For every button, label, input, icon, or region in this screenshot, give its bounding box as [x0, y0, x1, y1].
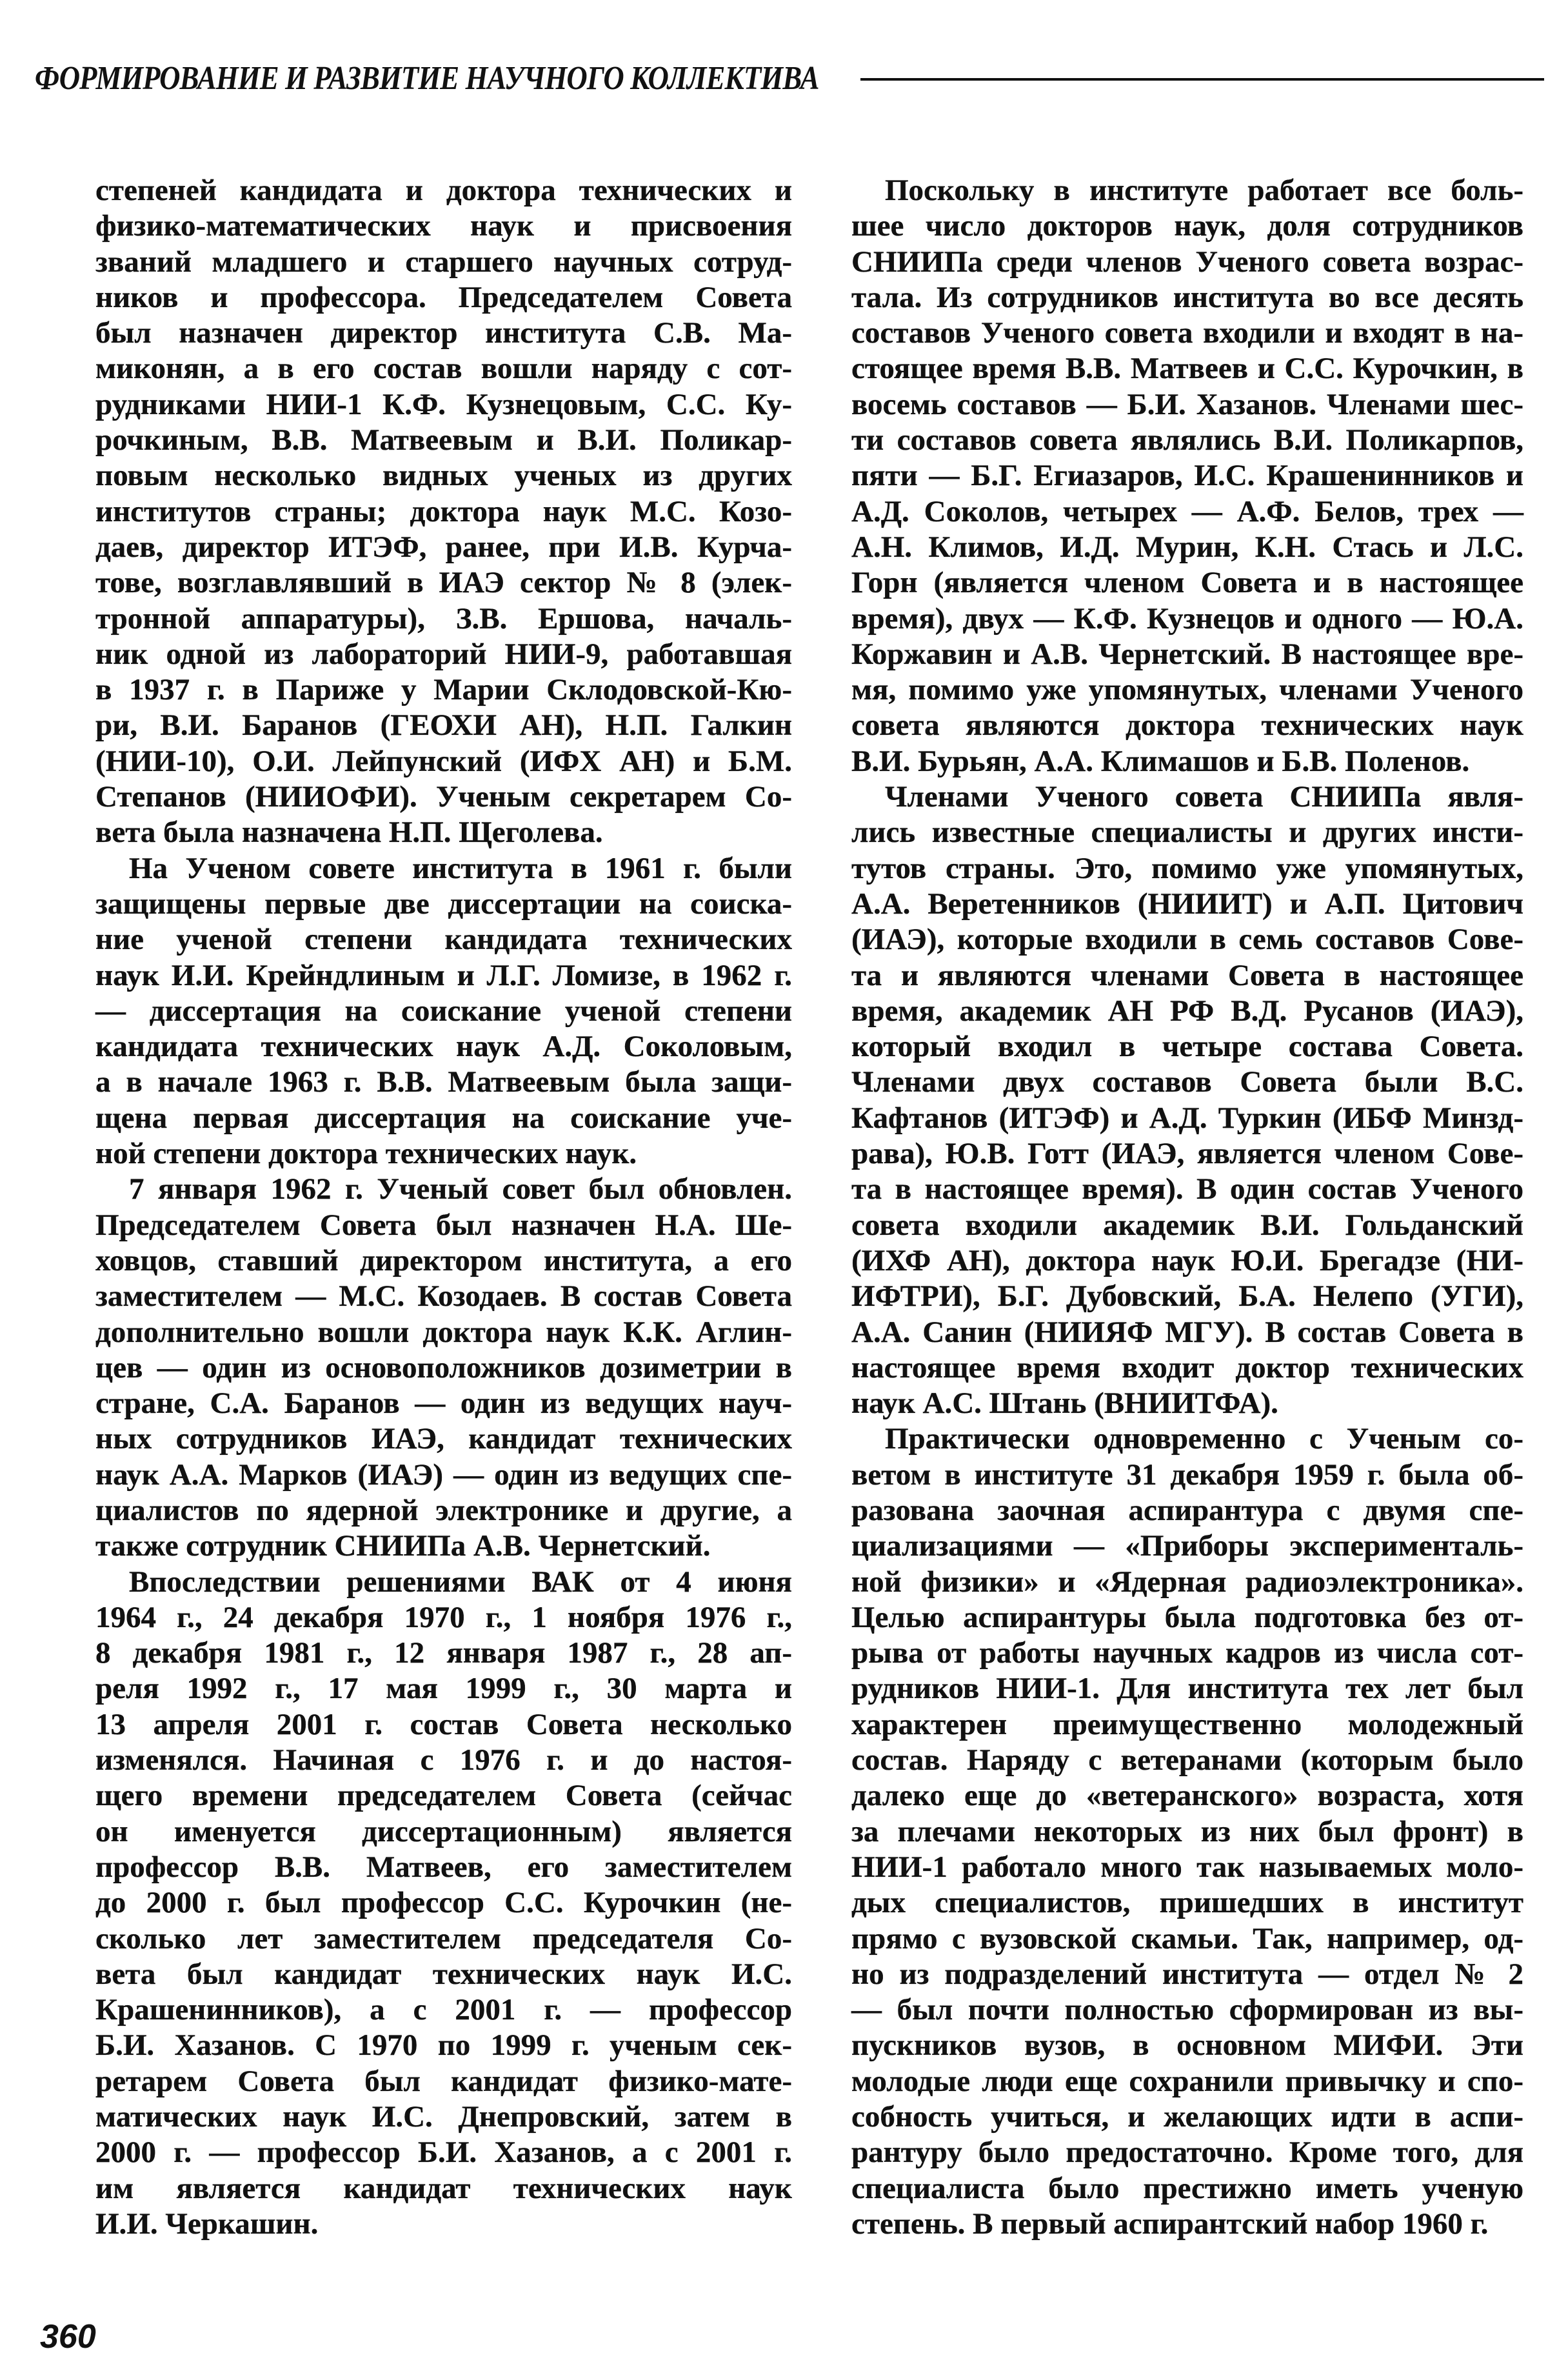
text-line: Членами Ученого совета СНИИПа явля- — [885, 780, 1523, 814]
left-column — [95, 173, 792, 2242]
text-line: А.Н. Климов, И.Д. Мурин, К.Н. Стась и Л.С. — [851, 530, 1523, 564]
text-line: рыва от работы научных кадров из числа сот- — [851, 1636, 1523, 1670]
running-title: ФОРМИРОВАНИЕ И РАЗВИТИЕ НАУЧНОГО КОЛЛЕКТИВА — [35, 60, 819, 97]
text-line: (ИАЭ), которые входили в семь составов Сове- — [851, 923, 1523, 957]
text-line: рава), Ю.В. Готт (ИАЭ, является членом Сове- — [851, 1137, 1523, 1171]
text-line: наук И.И. Крейндлиным и Л.Г. Ломизе, в 1962 г. — [95, 958, 792, 992]
text-line: ников и профессора. Председателем Совета — [95, 280, 792, 314]
text-line: наук А.С. Штань (ВНИИТФА). — [851, 1386, 1278, 1421]
text-line: профессор В.В. Матвеев, его заместителем — [95, 1850, 792, 1884]
text-line: щена первая диссертация на соискание уче- — [95, 1101, 792, 1135]
text-line: 7 января 1962 г. Ученый совет был обновлен. — [129, 1172, 792, 1206]
text-line: молодые люди еще сохранили привычку и спо- — [851, 2064, 1523, 2098]
text-line: А.Д. Соколов, четырех — А.Ф. Белов, трех — — [851, 494, 1523, 528]
text-line: (ИХФ АН), доктора наук Ю.И. Брегадзе (НИ- — [851, 1243, 1523, 1277]
text-line: рочкиным, В.В. Матвеевым и В.И. Поликар- — [95, 423, 792, 457]
text-line: собность учиться, и желающих идти в аспи- — [851, 2100, 1523, 2134]
text-line: сколько лет заместителем председателя Со- — [95, 1921, 792, 1955]
text-line: наук А.А. Марков (ИАЭ) — один из ведущих спе- — [95, 1457, 792, 1492]
text-line: до 2000 г. был профессор С.С. Курочкин (не- — [95, 1886, 792, 1920]
text-line: совета являются доктора технических наук — [851, 708, 1523, 743]
text-line: Поскольку в институте работает все боль- — [885, 174, 1523, 207]
text-line: дополнительно вошли доктора наук К.К. Аглин- — [95, 1315, 792, 1349]
text-line: — был почти полностью сформирован из вы- — [851, 1993, 1523, 2027]
text-line: характерен преимущественно молодежный — [851, 1707, 1523, 1741]
text-line: Практически одновременно с Ученым со- — [885, 1422, 1523, 1456]
text-line: матических наук И.С. Днепровский, затем в — [95, 2100, 792, 2134]
paragraph — [95, 173, 792, 851]
paragraph — [851, 779, 1523, 1421]
text-line: физико-математических наук и присвоения — [95, 209, 792, 243]
text-line: ховцов, ставший директором института, а его — [95, 1243, 792, 1277]
text-line: даев, директор ИТЭФ, ранее, при И.В. Курча- — [95, 530, 792, 564]
text-line: ных сотрудников ИАЭ, кандидат технических — [95, 1422, 792, 1456]
text-line: СНИИПа среди членов Ученого совета возрас- — [851, 245, 1523, 279]
text-line: Коржавин и А.В. Чернетский. В настоящее вре- — [851, 637, 1523, 671]
text-line: но из подразделений института — отдел № 2 — [851, 1957, 1523, 1991]
text-line: был назначен директор института С.В. Ма- — [95, 316, 792, 350]
text-line: повым несколько видных ученых из других — [95, 459, 792, 493]
text-line: настоящее время входит доктор технических — [851, 1350, 1523, 1385]
text-line: ветом в институте 31 декабря 1959 г. была об- — [851, 1457, 1523, 1492]
text-line: (НИИ-10), О.И. Лейпунский (ИФХ АН) и Б.М. — [95, 744, 792, 778]
text-line: 13 апреля 2001 г. состав Совета несколько — [95, 1707, 792, 1741]
text-line: степень. В первый аспирантский набор 1960 г. — [851, 2206, 1489, 2241]
text-line: 8 декабря 1981 г., 12 января 1987 г., 28 ап- — [95, 1636, 792, 1670]
text-line: институтов страны; доктора наук М.С. Козо- — [95, 494, 792, 528]
paragraph — [95, 851, 792, 1172]
text-line: вета была назначена Н.П. Щеголева. — [95, 815, 603, 850]
text-line: составов Ученого совета входили и входят в на- — [851, 316, 1523, 350]
text-line: 2000 г. — профессор Б.И. Хазанов, а с 2001 г. — [95, 2135, 792, 2170]
text-line: Крашенинников), а с 2001 г. — профессор — [95, 1993, 792, 2027]
text-line: защищены первые две диссертации на соиска- — [95, 886, 792, 921]
text-line: прямо с вузовской скамьи. Так, например, од- — [851, 1921, 1523, 1955]
text-line: А.А. Веретенников (НИИИТ) и А.П. Цитович — [851, 886, 1523, 921]
text-line: стоящее время В.В. Матвеев и С.С. Курочкин, в — [851, 352, 1523, 386]
header-rule — [860, 78, 1544, 81]
text-line: мя, помимо уже упомянутых, членами Ученого — [851, 673, 1523, 707]
text-line: также сотрудник СНИИПа А.В. Чернетский. — [95, 1529, 711, 1563]
text-line: ти составов совета являлись В.И. Поликарпов, — [851, 423, 1523, 457]
text-line: дых специалистов, пришедших в институт — [851, 1886, 1523, 1920]
text-line: рудников НИИ-1. Для института тех лет был — [851, 1672, 1523, 1706]
text-line: 1964 г., 24 декабря 1970 г., 1 ноября 1976 г., — [95, 1600, 792, 1634]
text-line: время, академик АН РФ В.Д. Русанов (ИАЭ), — [851, 994, 1523, 1028]
text-line: степеней кандидата и доктора технических и — [95, 174, 792, 207]
text-line: цев — один из основоположников дозиметрии в — [95, 1350, 792, 1385]
text-line: тутов страны. Это, помимо уже упомянутых, — [851, 851, 1523, 885]
text-line: циализациями — «Приборы эксперименталь- — [851, 1529, 1523, 1563]
text-line: Б.И. Хазанов. С 1970 по 1999 г. ученым сек- — [95, 2028, 792, 2063]
text-line: Горн (является членом Совета и в настоящее — [851, 566, 1523, 600]
text-line: И.И. Черкашин. — [95, 2206, 319, 2241]
text-line: изменялся. Начиная с 1976 г. и до настоя- — [95, 1743, 792, 1777]
text-line: совета входили академик В.И. Гольданский — [851, 1208, 1523, 1242]
text-line: в 1937 г. в Париже у Марии Склодовской-Кю- — [95, 673, 792, 707]
text-line: кандидата технических наук А.Д. Соколовым, — [95, 1030, 792, 1064]
paragraph — [95, 1565, 792, 2243]
text-line: пяти — Б.Г. Егиазаров, И.С. Крашенинников и — [851, 459, 1523, 493]
page-number: 360 — [40, 2318, 96, 2355]
text-line: шее число докторов наук, доля сотрудников — [851, 209, 1523, 243]
text-line: он именуется диссертационным) является — [95, 1814, 792, 1848]
text-line: званий младшего и старшего научных сотруд- — [95, 245, 792, 279]
text-line: тала. Из сотрудников института во все десять — [851, 280, 1523, 314]
text-line: Кафтанов (ИТЭФ) и А.Д. Туркин (ИБФ Минзд- — [851, 1101, 1523, 1135]
paragraph — [851, 173, 1523, 779]
text-line: Степанов (НИИОФИ). Ученым секретарем Со- — [95, 780, 792, 814]
text-line: который входил в четыре состава Совета. — [851, 1030, 1523, 1064]
paragraph — [95, 1172, 792, 1564]
text-line: ние ученой степени кандидата технических — [95, 923, 792, 957]
right-column — [851, 173, 1523, 2242]
text-line: лись известные специалисты и других инсти- — [851, 815, 1523, 850]
text-line: На Ученом совете института в 1961 г. были — [129, 851, 792, 885]
text-line: специалиста было престижно иметь ученую — [851, 2171, 1523, 2205]
text-line: НИИ-1 работало много так называемых моло- — [851, 1850, 1523, 1884]
text-line: миконян, а в его состав вошли наряду с сот- — [95, 352, 792, 386]
text-line: Целью аспирантуры была подготовка без от- — [851, 1600, 1523, 1634]
text-line: тронной аппаратуры), З.В. Ершова, началь- — [95, 601, 792, 635]
text-line: А.А. Санин (НИИЯФ МГУ). В состав Совета в — [851, 1315, 1523, 1349]
text-line: В.И. Бурьян, А.А. Климашов и Б.В. Поленов. — [851, 744, 1470, 778]
text-line: ри, В.И. Баранов (ГЕОХИ АН), Н.П. Галкин — [95, 708, 792, 743]
text-line: восемь составов — Б.И. Хазанов. Членами шес- — [851, 387, 1523, 421]
text-line: время), двух — К.Ф. Кузнецов и одного — Ю.А. — [851, 601, 1523, 635]
text-line: вета был кандидат технических наук И.С. — [95, 1957, 792, 1991]
text-line: тове, возглавлявший в ИАЭ сектор № 8 (элек- — [95, 566, 792, 600]
text-line: рудниками НИИ-1 К.Ф. Кузнецовым, С.С. Ку- — [95, 387, 792, 421]
text-line: разована заочная аспирантура с двумя спе- — [851, 1493, 1523, 1527]
text-line: та и являются членами Совета в настоящее — [851, 958, 1523, 992]
text-line: за плечами некоторых из них был фронт) в — [851, 1814, 1523, 1848]
text-line: ной степени доктора технических наук. — [95, 1137, 637, 1171]
text-line: а в начале 1963 г. В.В. Матвеевым была защи- — [95, 1065, 792, 1099]
text-line: ИФТРИ), Б.Г. Дубовский, Б.А. Нелепо (УГИ), — [851, 1279, 1523, 1314]
text-line: далеко еще до «ветеранского» возраста, хотя — [851, 1779, 1523, 1813]
text-line: рантуру было предостаточно. Кроме того, для — [851, 2135, 1523, 2170]
text-line: циалистов по ядерной электронике и другие, а — [95, 1493, 792, 1527]
text-line: ретарем Совета был кандидат физико-мате- — [95, 2064, 792, 2098]
text-line: состав. Наряду с ветеранами (которым было — [851, 1743, 1523, 1777]
running-header — [35, 59, 1544, 98]
text-line: им является кандидат технических наук — [95, 2171, 792, 2205]
text-line: ной физики» и «Ядерная радиоэлектроника». — [851, 1565, 1523, 1599]
text-line: реля 1992 г., 17 мая 1999 г., 30 марта и — [95, 1672, 792, 1706]
text-line: Впоследствии решениями ВАК от 4 июня — [129, 1565, 792, 1599]
paragraph — [851, 1421, 1523, 2242]
text-line: та в настоящее время). В один состав Ученого — [851, 1172, 1523, 1206]
text-line: пускников вузов, в основном МИФИ. Эти — [851, 2028, 1523, 2063]
text-line: Членами двух составов Совета были В.С. — [851, 1065, 1523, 1099]
text-line: ник одной из лабораторий НИИ-9, работавшая — [95, 637, 792, 671]
text-line: заместителем — М.С. Козодаев. В состав Совета — [95, 1279, 792, 1314]
text-line: — диссертация на соискание ученой степени — [95, 994, 792, 1028]
text-line: стране, С.А. Баранов — один из ведущих науч- — [95, 1386, 792, 1421]
text-line: щего времени председателем Совета (сейчас — [95, 1779, 792, 1813]
text-line: Председателем Совета был назначен Н.А. Ше- — [95, 1208, 792, 1242]
